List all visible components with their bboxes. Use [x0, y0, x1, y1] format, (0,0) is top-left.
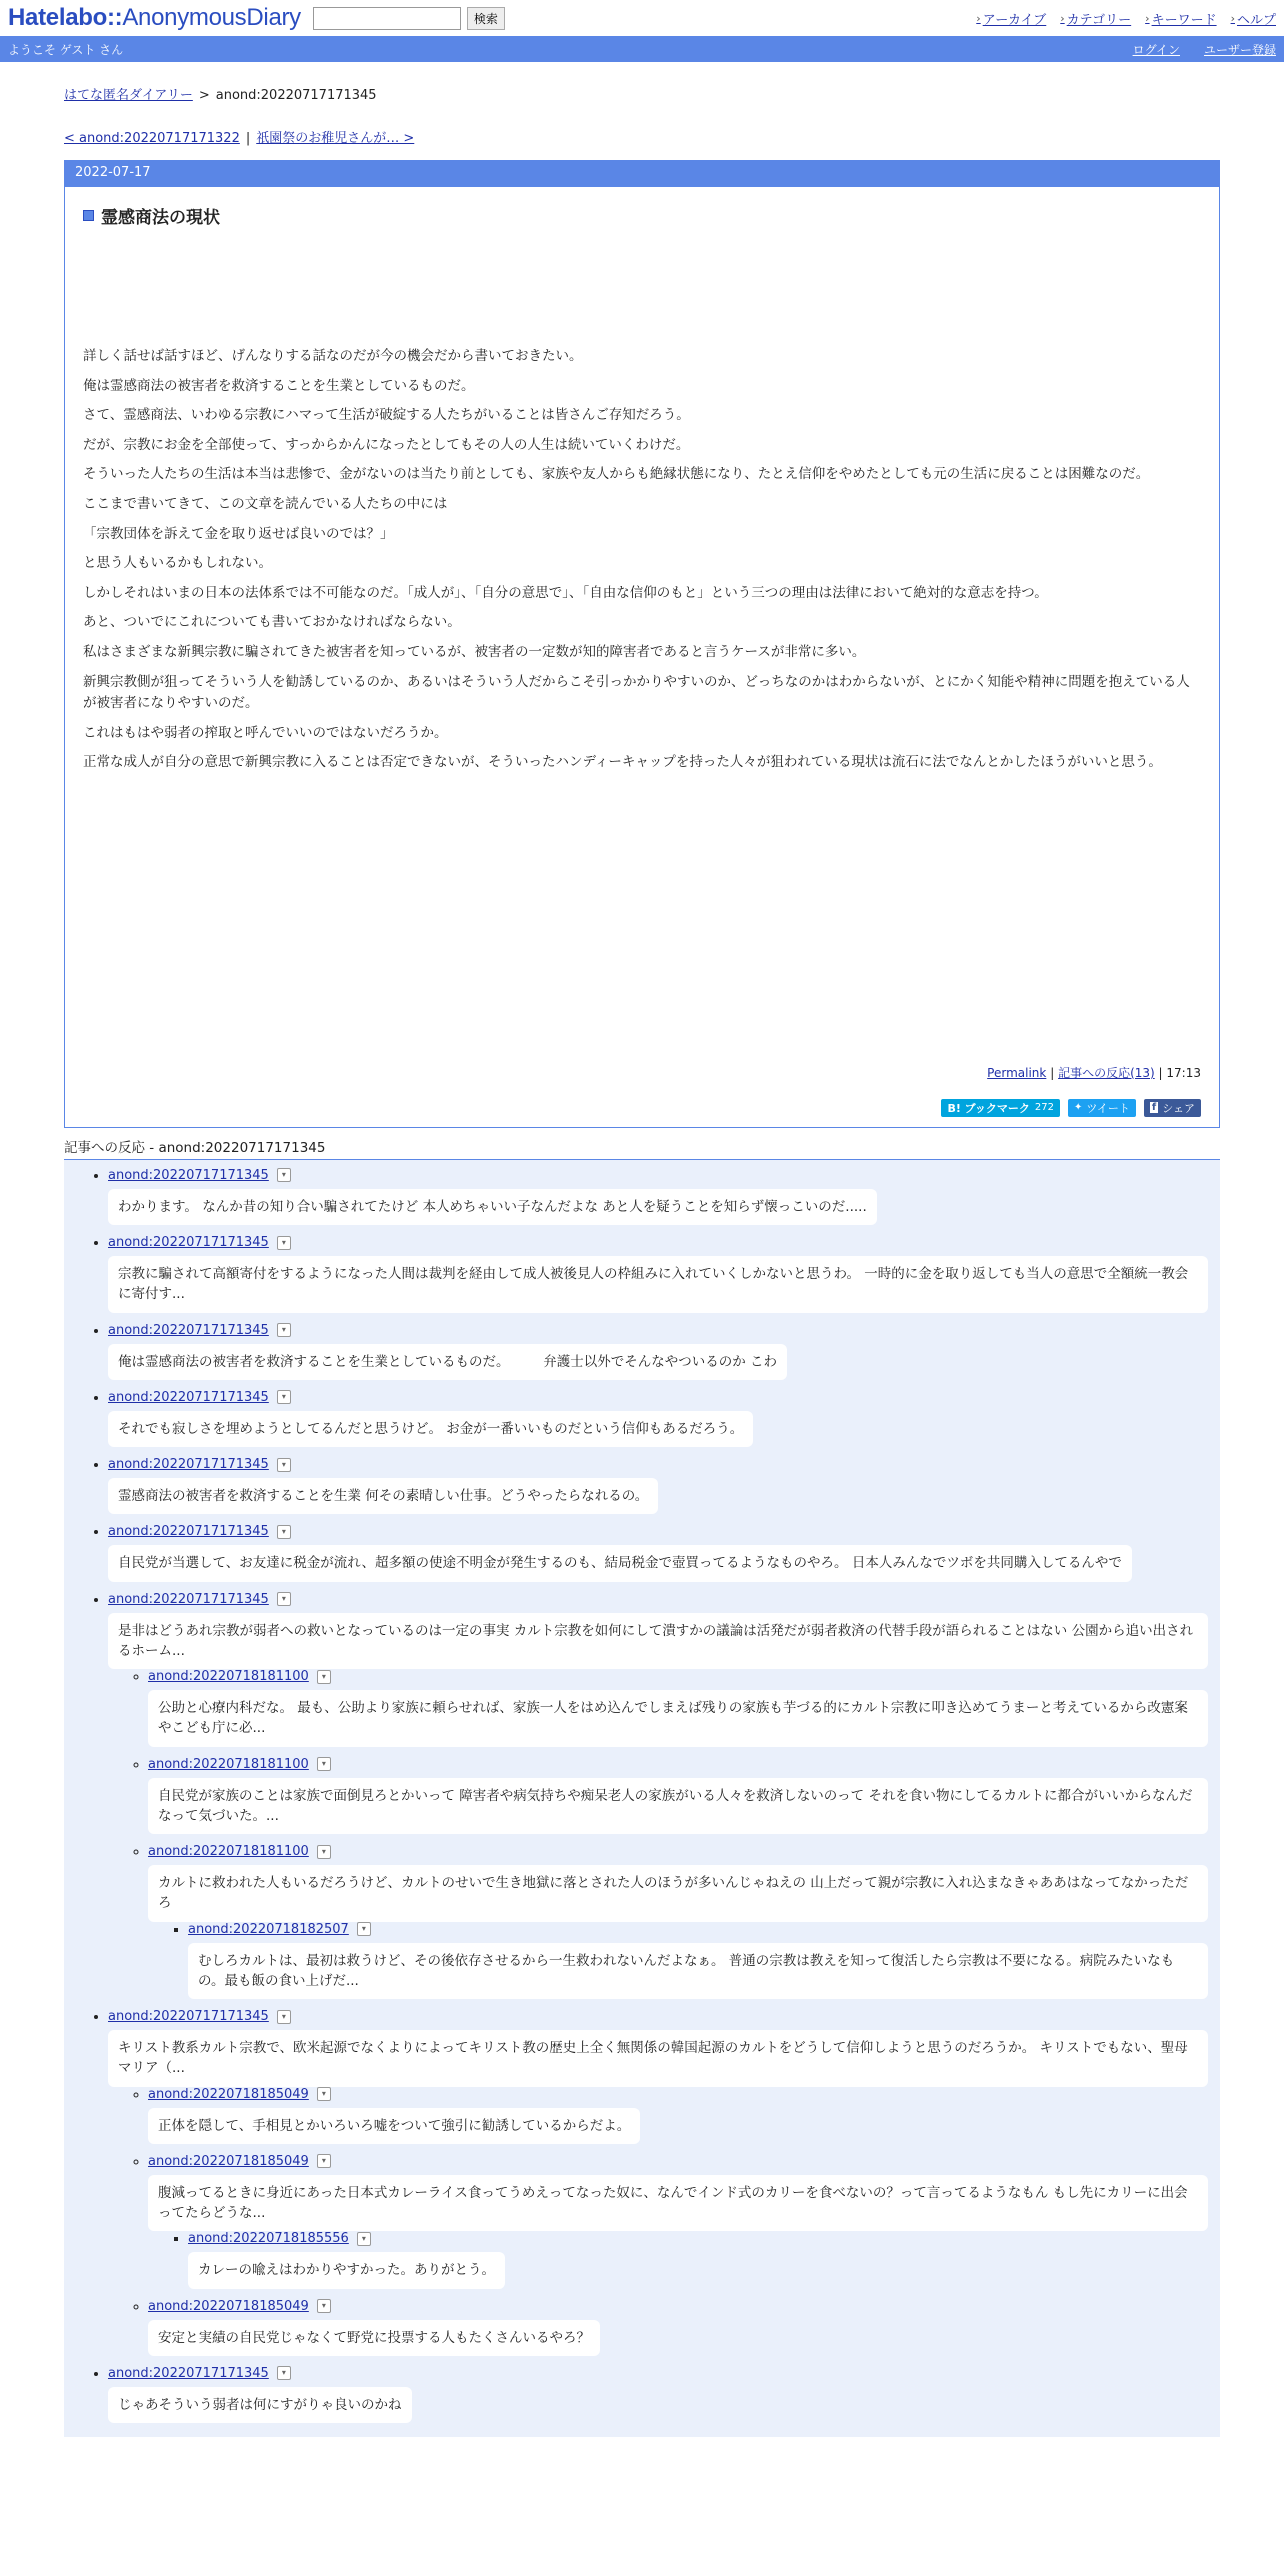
entry-paragraph: 詳しく話せば話すほど、げんなりする話なのだが今の機会だから書いておきたい。 — [83, 348, 583, 364]
reactions-list — [64, 1160, 1220, 2437]
reaction-header — [108, 2366, 291, 2381]
reaction-header — [108, 1235, 291, 1250]
entry-paragraph: これはもはや弱者の搾取と呼んでいいのではないだろうか。 — [83, 724, 448, 741]
welcome-text: ようこそ ゲスト さん — [8, 42, 124, 57]
reaction-header — [108, 1457, 291, 1472]
reaction-item — [148, 2299, 1220, 2356]
breadcrumb-current: anond:20220717171345 — [215, 88, 377, 103]
chevron-down-icon[interactable]: ▾ — [317, 1670, 331, 1684]
permalink[interactable]: Permalink — [987, 1065, 1047, 1080]
chevron-right-icon: › — [1060, 11, 1065, 25]
entry-paragraph: 「宗教団体を訴えて金を取り返せば良いのでは？」 — [83, 525, 394, 542]
reaction-header — [148, 2299, 331, 2314]
reaction-item — [108, 1235, 1220, 1313]
reaction-item — [148, 2087, 1220, 2144]
chevron-down-icon[interactable]: ▾ — [317, 2154, 331, 2168]
nav-archive-label: アーカイブ — [982, 12, 1047, 28]
site-logo[interactable] — [8, 4, 301, 32]
reaction-link[interactable]: • anond:20220717171345 — [108, 1524, 269, 1540]
reaction-link[interactable]: ◦ anond:20220718181100 — [148, 1669, 309, 1685]
reaction-snippet: 自民党が家族のことは家族で面倒見ろとかいって 障害者や病気持ちや痴呆老人の家族がいる人々を救済しないのって それを食い物にしてるカルトに都合がいいからなんだなって気づいた。... — [148, 1778, 1208, 1835]
entry-paragraph: 正常な成人が自分の意思で新興宗教に入ることは否定できないが、そういったハンディーキャップを持った人々が狙われている現状は流石に法でなんとかしたほうがいいと思う。 — [83, 754, 1162, 771]
reaction-link[interactable]: • anond:20220717171345 — [108, 1322, 269, 1338]
search-button[interactable]: 検索 — [467, 7, 505, 30]
reaction-snippet: キリスト教系カルト宗教で、欧米起源でなくよりによってキリスト教の歴史上全く無関係の韓国起源のカルトをどうして信仰しようと思うのだろうか。 キリストでもない、聖母マリア（... — [108, 2030, 1208, 2087]
nav-category[interactable] — [1060, 9, 1131, 28]
reaction-item — [148, 1844, 1220, 1999]
chevron-down-icon[interactable]: ▾ — [317, 1845, 331, 1859]
entry-paragraph: 私はさまざまな新興宗教に騙されてきた被害者を知っているが、被害者の一定数が知的障害者であると言うケースが非常に多い。 — [83, 643, 866, 660]
reaction-snippet: じゃあそういう弱者は何にすがりゃ良いのかね — [108, 2387, 412, 2423]
reaction-item — [148, 1669, 1220, 1747]
reaction-link[interactable]: ◦ anond:20220718185049 — [148, 2086, 309, 2102]
entry-time: 17:13 — [1166, 1065, 1201, 1080]
reaction-header — [108, 1390, 291, 1405]
chevron-down-icon[interactable]: ▾ — [317, 1757, 331, 1771]
footer-separator: | — [1050, 1065, 1055, 1080]
reaction-header — [148, 1844, 331, 1859]
entry-paragraph: だが、宗教にお金を全部使って、すっからかんになったとしてもその人の人生は続いていくわけだ。 — [83, 436, 690, 453]
facebook-icon: f — [1151, 1102, 1157, 1114]
reaction-link[interactable]: • anond:20220717171345 — [108, 1389, 269, 1405]
hatebu-count: 272 — [1034, 1102, 1055, 1114]
reaction-link[interactable]: • anond:20220717171345 — [108, 1235, 269, 1251]
chevron-down-icon[interactable]: ▾ — [277, 1236, 291, 1250]
reaction-item — [188, 2231, 1220, 2288]
chevron-down-icon[interactable]: ▾ — [317, 2087, 331, 2101]
reaction-snippet: 公助と心療内科だな。 最も、公助より家族に頼らせれば、家族一人をはめ込んでしまえば残りの家族も芋づる的にカルト宗教に叩き込めてうまーと考えているから改憲案やこども庁に必... — [148, 1690, 1208, 1747]
entry-paragraph: そういった人たちの生活は本当は悲惨で、金がないのは当たり前としても、家族や友人からも絶縁状態になり、たとえ信仰をやめたとしても元の生活に戻ることは困難なのだ。 — [83, 466, 1150, 483]
reaction-item — [108, 1168, 1220, 1225]
reaction-item — [108, 1323, 1220, 1380]
reaction-snippet: カレーの喩えはわかりやすかった。ありがとう。 — [188, 2252, 505, 2288]
reaction-link[interactable]: ▪ anond:20220718182507 — [188, 1921, 349, 1937]
reaction-snippet: 是非はどうあれ宗教が弱者への救いとなっているのは一定の事実 カルト宗教を如何にして潰すかの議論は活発だが弱者救済の代替手段が語られることはない 公園から追い出されるホーム... — [108, 1613, 1208, 1670]
reaction-header — [188, 1922, 371, 1937]
breadcrumb — [64, 84, 1220, 103]
prev-entry-link[interactable]: < anond:20220717171322 — [64, 131, 240, 146]
reaction-snippet: 腹減ってるときに身近にあった日本式カレーライス食ってうめえってなった奴に、なんでインド式のカリーを食べないの？って言ってるようなもん もし先にカリーに出会ってたらどうな... — [148, 2175, 1208, 2232]
reaction-snippet: 霊感商法の被害者を救済することを生業 何その素晴しい仕事。どうやったらなれるの。 — [108, 1478, 658, 1514]
reaction-snippet: 正体を隠して、手相見とかいろいろ嘘をついて強引に勧誘しているからだよ。 — [148, 2108, 640, 2144]
chevron-down-icon[interactable]: ▾ — [277, 1592, 291, 1606]
chevron-right-icon: › — [1230, 11, 1235, 25]
entry-content — [83, 346, 1201, 774]
reaction-link[interactable]: ▪ anond:20220718185556 — [188, 2231, 349, 2247]
reaction-link[interactable]: • anond:20220717171345 — [108, 1457, 269, 1473]
entry-paragraph: ここまで書いてきて、この文章を読んでいる人たちの中には — [83, 495, 448, 512]
reaction-item — [108, 1457, 1220, 1514]
entry-paragraph: 俺は霊感商法の被害者を救済することを生業としているものだ。 — [83, 377, 475, 394]
reaction-link[interactable]: ◦ anond:20220718181100 — [148, 1756, 309, 1772]
pager-separator: | — [245, 131, 251, 146]
entry-title — [83, 203, 1201, 228]
share-buttons — [83, 1099, 1201, 1117]
next-entry-link[interactable]: 祇園祭のお稚児さんが… > — [256, 131, 415, 146]
title-square-icon[interactable] — [83, 210, 94, 221]
reaction-header — [148, 1757, 331, 1772]
reaction-item — [108, 1592, 1220, 2000]
chevron-right-icon: › — [1145, 11, 1150, 25]
reaction-header — [148, 2087, 331, 2102]
reaction-item — [108, 2009, 1220, 2356]
reaction-item — [188, 1922, 1220, 2000]
reactions-heading: 記事への反応 - anond:20220717171345 — [64, 1136, 1220, 1160]
entry-pager — [64, 127, 1220, 146]
reaction-snippet: それでも寂しさを埋めようとしてるんだと思うけど。 お金が一番いいものだという信仰もあるだろう。 — [108, 1411, 753, 1447]
nav-keyword-label: キーワード — [1151, 12, 1217, 28]
chevron-down-icon[interactable]: ▾ — [277, 2366, 291, 2380]
register-link[interactable]: ユーザー登録 — [1203, 42, 1276, 57]
chevron-down-icon[interactable]: ▾ — [277, 1323, 291, 1337]
reaction-item — [148, 1757, 1220, 1835]
reaction-link[interactable]: ◦ anond:20220718181100 — [148, 1844, 309, 1860]
chevron-down-icon[interactable]: ▾ — [277, 1525, 291, 1539]
chevron-right-icon: › — [976, 11, 981, 25]
chevron-down-icon[interactable]: ▾ — [277, 2010, 291, 2024]
tweet-button[interactable] — [1068, 1099, 1136, 1117]
facebook-share-button[interactable] — [1144, 1099, 1201, 1117]
chevron-down-icon[interactable]: ▾ — [277, 1168, 291, 1182]
reaction-snippet: むしろカルトは、最初は救うけど、その後依存させるから一生救われないんだよなぁ。 普通の宗教は教えを知って復活したら宗教は不要になる。病院みたいなもの。最も飯の食い上げだ... — [188, 1943, 1208, 2000]
entry-paragraph: 新興宗教側が狙ってそういう人を勧誘しているのか、あるいはそういう人だからこそ引っかかりやすいのか、どっちなのかはわからないが、とにかく知能や精神に問題を抱えている人が被害者になりやすいのだ。 — [83, 673, 1190, 712]
reaction-snippet: 安定と実績の自民党じゃなくて野党に投票する人もたくさんいるやろ？ — [148, 2320, 600, 2356]
reaction-snippet: 自民党が当選して、お友達に税金が流れ、超多額の使途不明金が発生するのも、結局税金で壺買ってるようなものやろ。 日本人みんなでツボを共同購入してるんやで — [108, 1545, 1132, 1581]
reaction-item — [108, 1524, 1220, 1581]
entry-title-text: 霊感商法の現状 — [101, 208, 220, 228]
reaction-header — [188, 2231, 371, 2246]
reaction-item — [148, 2154, 1220, 2289]
main-content — [64, 84, 1220, 2437]
entry-date: 2022-07-17 — [65, 161, 1219, 187]
nav-category-label: カテゴリー — [1066, 12, 1132, 28]
reaction-header — [108, 1168, 291, 1183]
reaction-item — [108, 2366, 1220, 2423]
reaction-header — [108, 1524, 291, 1539]
chevron-down-icon[interactable]: ▾ — [317, 2299, 331, 2313]
chevron-down-icon[interactable]: ▾ — [357, 2232, 371, 2246]
chevron-down-icon[interactable]: ▾ — [357, 1922, 371, 1936]
reaction-link[interactable]: ◦ anond:20220718185049 — [148, 2153, 309, 2169]
chevron-down-icon[interactable]: ▾ — [277, 1390, 291, 1404]
nav-help-label: ヘルプ — [1236, 12, 1276, 28]
breadcrumb-home[interactable]: はてな匿名ダイアリー — [64, 88, 193, 103]
reaction-header — [108, 1323, 291, 1338]
reaction-link[interactable]: • anond:20220717171345 — [108, 1167, 269, 1183]
top-header — [0, 0, 1284, 36]
reaction-link[interactable]: • anond:20220717171345 — [108, 2009, 269, 2025]
entry-footer — [83, 1064, 1201, 1081]
nav-help[interactable] — [1231, 9, 1276, 28]
guest-bar — [0, 36, 1284, 62]
entry-paragraph: さて、霊感商法、いわゆる宗教にハマって生活が破綻する人たちがいることは皆さんご存知だろう。 — [83, 407, 690, 424]
diary-entry — [64, 160, 1220, 1128]
twitter-icon: ✦ — [1074, 1102, 1083, 1114]
entry-paragraph: あと、ついでにこれについても書いておかなければならない。 — [83, 614, 461, 631]
logo-sub: AnonymousDiary — [122, 4, 301, 31]
reaction-link[interactable]: • anond:20220717171345 — [108, 2365, 269, 2381]
reaction-snippet: 俺は霊感商法の被害者を救済することを生業としているものだ。 弁護士以外でそんなやついるのか こわ — [108, 1344, 787, 1380]
hatebu-label: B! ブックマーク — [947, 1101, 1030, 1115]
entry-paragraph: しかしそれはいまの日本の法体系では不可能なのだ。「成人が」、「自分の意思で」、「自由な信仰のもと」という三つの理由は法律において絶対的な意志を持つ。 — [83, 584, 1048, 601]
footer-separator: | — [1158, 1065, 1163, 1080]
entry-paragraph: と思う人もいるかもしれない。 — [83, 555, 272, 572]
reaction-snippet: カルトに救われた人もいるだろうけど、カルトのせいで生き地獄に落とされた人のほうが多いんじゃねえの 山上だって親が宗教に入れ込まなきゃああはなってなかっただろ — [148, 1865, 1208, 1922]
share-label: シェア — [1162, 1101, 1195, 1115]
login-link[interactable]: ログイン — [1132, 42, 1180, 57]
reaction-snippet: わかります。 なんか昔の知り合い騙されてたけど 本人めちゃいい子なんだよな あと人を疑うことを知らず懐っこいのだ..... — [108, 1189, 877, 1225]
nav-keyword[interactable] — [1145, 9, 1216, 28]
nav-archive[interactable] — [976, 9, 1046, 28]
reaction-link[interactable]: • anond:20220717171345 — [108, 1591, 269, 1607]
chevron-down-icon[interactable]: ▾ — [277, 1458, 291, 1472]
search-input[interactable] — [313, 7, 461, 30]
tweet-label: ツイート — [1086, 1101, 1130, 1115]
reaction-item — [108, 1390, 1220, 1447]
top-nav — [976, 9, 1276, 28]
reaction-header — [108, 1592, 291, 1607]
reaction-header — [148, 2154, 331, 2169]
reactions-link[interactable]: 記事への反応(13) — [1058, 1065, 1155, 1080]
reaction-link[interactable]: ◦ anond:20220718185049 — [148, 2298, 309, 2314]
breadcrumb-separator: > — [198, 88, 210, 103]
hatena-bookmark-button[interactable] — [941, 1099, 1060, 1117]
reaction-snippet: 宗教に騙されて高額寄付をするようになった人間は裁判を経由して成人被後見人の枠組みに入れていくしかないと思うわ。 一時的に金を取り返しても当人の意思で全額統一教会に寄付す... — [108, 1256, 1208, 1313]
reaction-header — [108, 2009, 291, 2024]
reaction-header — [148, 1669, 331, 1684]
logo-main: Hatelabo:: — [8, 4, 123, 31]
